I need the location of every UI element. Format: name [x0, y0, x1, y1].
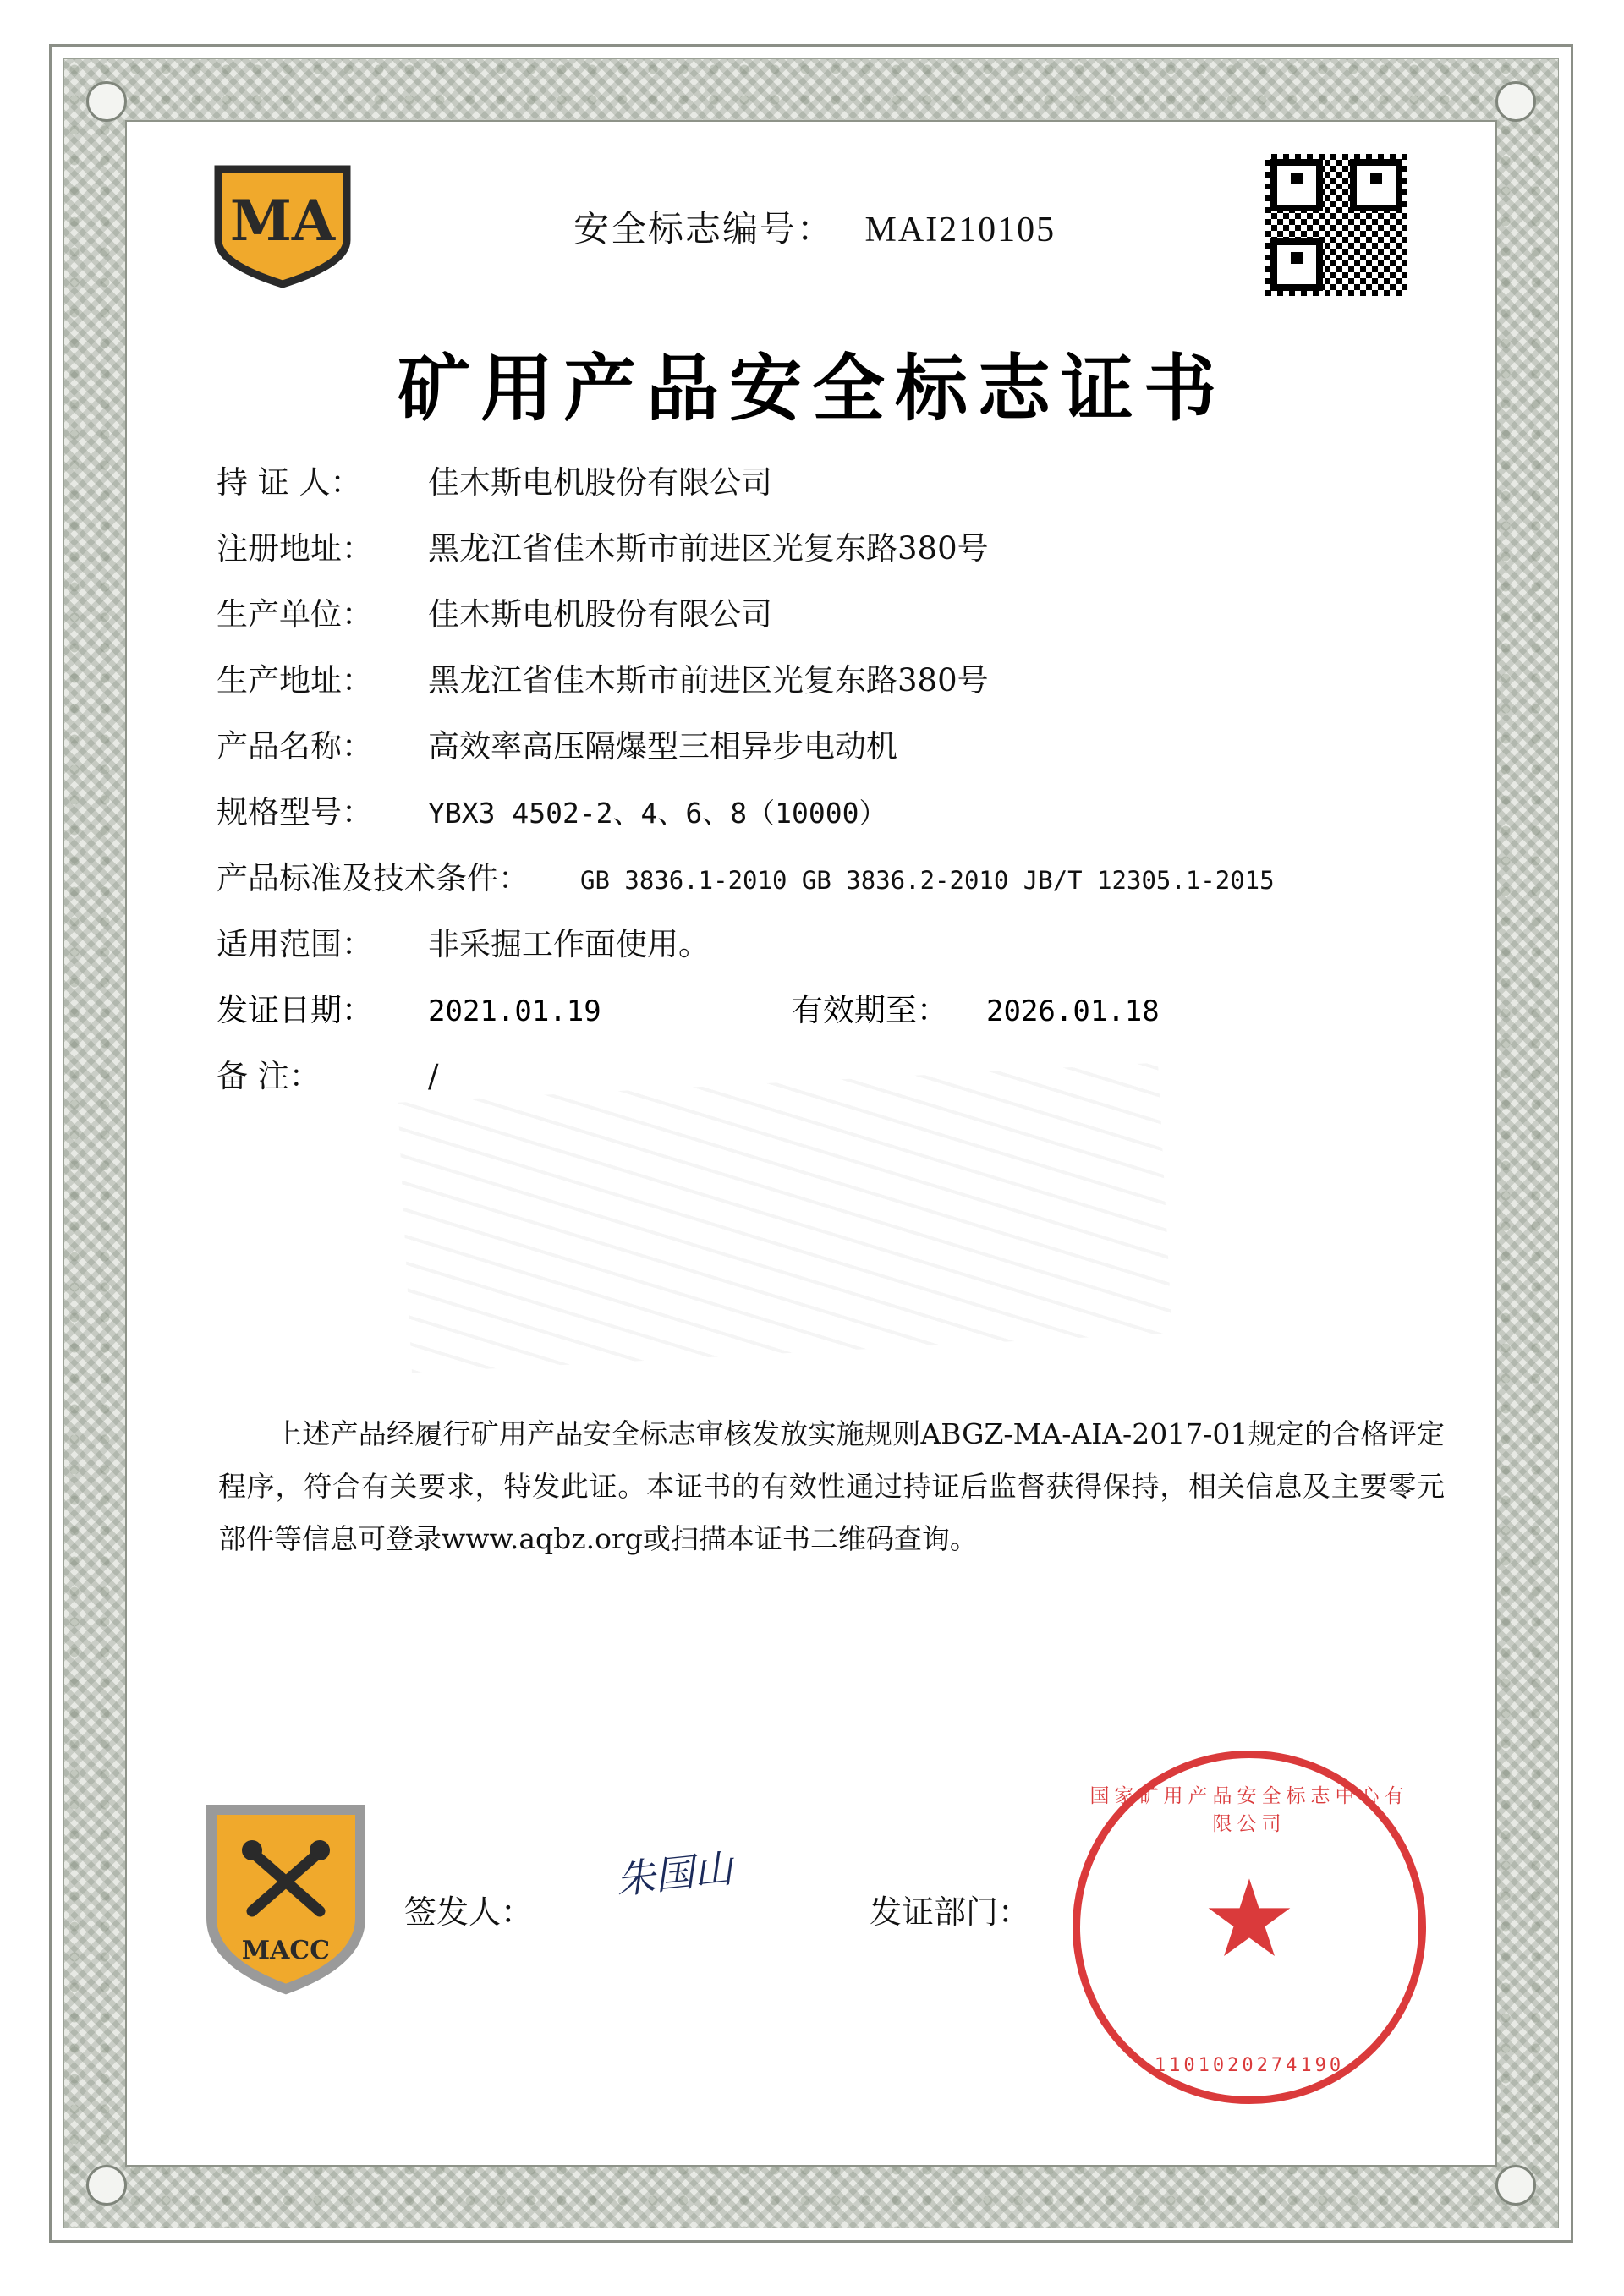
- field-label: 适用范围：: [217, 926, 373, 962]
- field-label: 生产地址：: [217, 662, 373, 699]
- expiry-date-label: 有效期至：: [792, 994, 948, 1028]
- statement-text: 上述产品经履行矿用产品安全标志审核发放实施规则ABGZ-MA-AIA-2017-01规定的合格评定程序，符合有关要求，特发此证。本证书的有效性通过持证后监督获得保持，相关信息及主要零元部件等信息可登录www.aqbz.org或扫描本证书二维码查询。: [218, 1417, 1445, 1555]
- field-row: [217, 523, 1468, 568]
- ma-logo: [210, 162, 355, 289]
- field-row: [217, 457, 1468, 502]
- qr-eye-icon: [1270, 159, 1323, 211]
- remark-row: [217, 1050, 1468, 1096]
- field-value: GB 3836.1-2010 GB 3836.2-2010 JB/T 12305.1-2015: [580, 866, 1275, 895]
- field-value: 非采掘工作面使用。: [428, 926, 710, 962]
- seal-number: 1101020274190: [1154, 2055, 1345, 2076]
- field-value: 黑龙江省佳木斯市前进区光复东路380号: [428, 662, 989, 699]
- field-value: YBX3 4502-2、4、6、8（10000）: [428, 797, 887, 830]
- issue-date-value: 2021.01.19: [428, 995, 601, 1028]
- corner-ornament-icon: [1495, 2165, 1536, 2206]
- page-title: 矿用产品安全标志证书: [398, 346, 1226, 431]
- seal-star-icon: ★: [1201, 1861, 1298, 1980]
- field-value: 高效率高压隔爆型三相异步电动机: [428, 728, 897, 764]
- field-label: 规格型号：: [217, 794, 373, 830]
- field-value: 佳木斯电机股份有限公司: [428, 464, 772, 501]
- field-list: [217, 457, 1468, 1116]
- remark-label: 备 注：: [217, 1058, 321, 1094]
- official-seal: [1073, 1751, 1426, 2104]
- certificate-content: [125, 118, 1499, 2165]
- serial-number-label: 安全标志编号：: [573, 211, 835, 249]
- date-row: [217, 984, 1468, 1030]
- serial-number-row: [573, 201, 1056, 252]
- field-label: 持 证 人：: [217, 464, 362, 501]
- field-row: [217, 721, 1468, 766]
- field-row: [217, 589, 1468, 634]
- field-row: [217, 786, 1468, 832]
- issuer-label: 发证部门：: [870, 1895, 1031, 1931]
- remark-value: /: [428, 1058, 439, 1094]
- macc-badge-icon: [201, 1801, 370, 1996]
- signature: 朱国山: [613, 1844, 735, 1904]
- expiry-date-value: 2026.01.18: [986, 995, 1160, 1028]
- signer-label: 签发人：: [404, 1895, 534, 1931]
- qr-eye-icon: [1270, 238, 1323, 291]
- seal-organization-text: 国家矿用产品安全标志中心有限公司: [1089, 1785, 1409, 1834]
- field-label: 生产单位：: [217, 596, 373, 633]
- field-row: [217, 655, 1468, 700]
- field-row: [217, 852, 1468, 898]
- field-value: 黑龙江省佳木斯市前进区光复东路380号: [428, 530, 989, 567]
- issue-date-label: 发证日期：: [217, 994, 373, 1028]
- macc-badge-text: MACC: [241, 1936, 331, 1965]
- serial-number-value: MAI210105: [864, 211, 1056, 249]
- field-row: [217, 918, 1468, 964]
- field-value: 佳木斯电机股份有限公司: [428, 596, 772, 633]
- qr-code-icon: [1264, 152, 1409, 298]
- statement-paragraph: [218, 1408, 1445, 1565]
- corner-ornament-icon: [1495, 81, 1536, 122]
- field-label: 产品标准及技术条件：: [217, 860, 529, 896]
- corner-ornament-icon: [86, 2165, 127, 2206]
- field-label: 产品名称：: [217, 728, 373, 764]
- qr-eye-icon: [1350, 159, 1402, 211]
- ma-logo-text: MA: [229, 188, 336, 254]
- corner-ornament-icon: [86, 81, 127, 122]
- field-label: 注册地址：: [217, 530, 373, 567]
